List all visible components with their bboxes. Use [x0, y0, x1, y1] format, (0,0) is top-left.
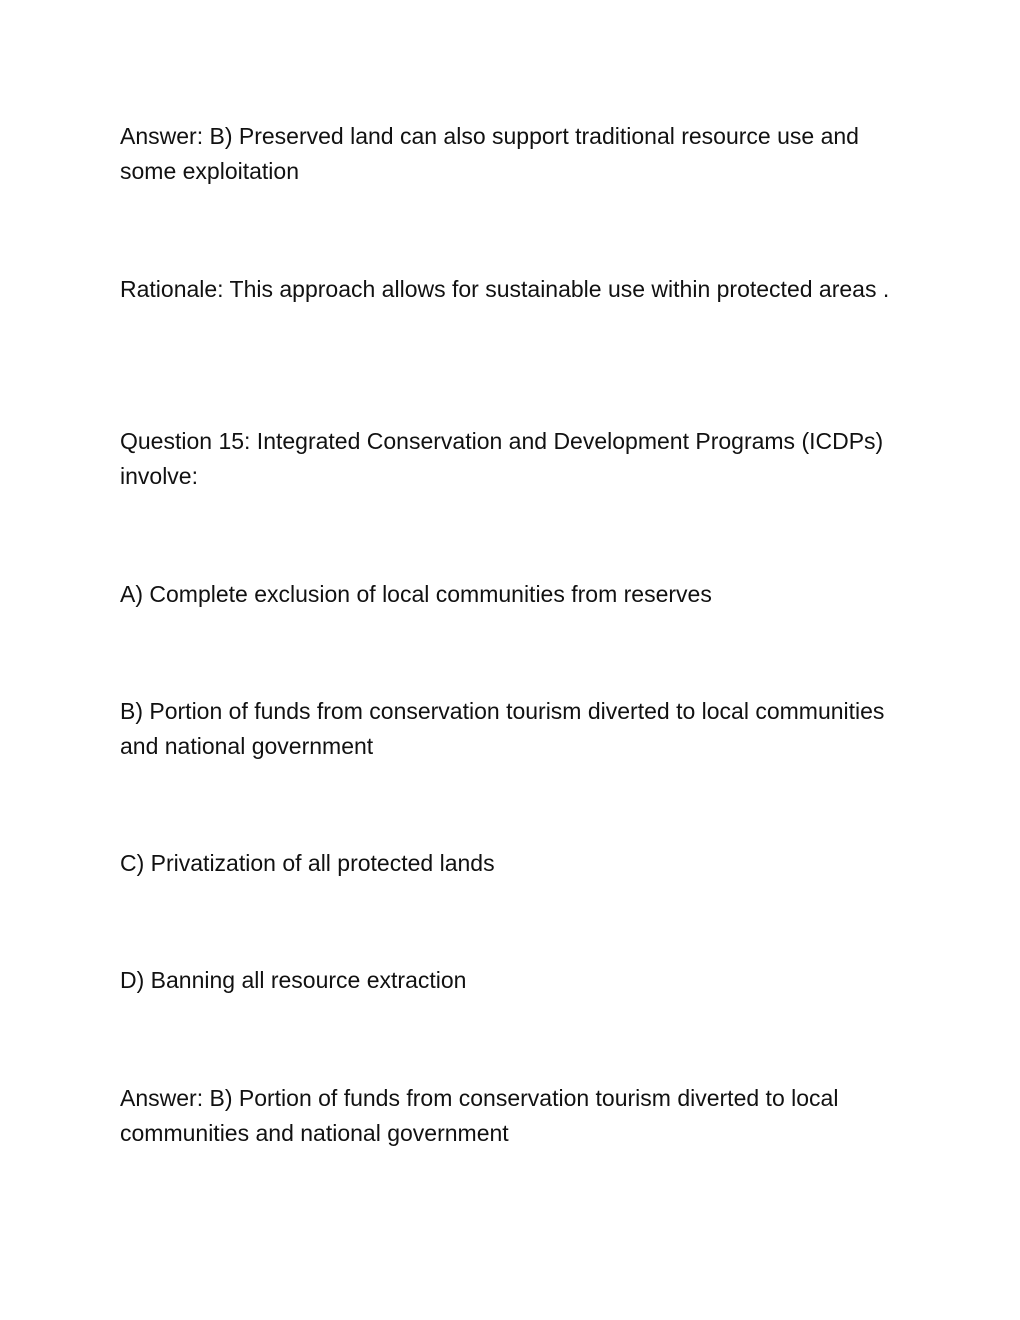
- previous-answer: Answer: B) Preserved land can also support traditional resource use and some exploitation: [120, 123, 859, 184]
- previous-rationale: Rationale: This approach allows for sustainable use within protected areas .: [120, 276, 890, 302]
- option-b: B) Portion of funds from conservation tourism diverted to local communities and national government: [120, 698, 885, 759]
- option-d: D) Banning all resource extraction: [120, 967, 467, 993]
- option-c: C) Privatization of all protected lands: [120, 850, 495, 876]
- option-a: A) Complete exclusion of local communities from reserves: [120, 581, 712, 607]
- question-15: Question 15: Integrated Conservation and Development Programs (ICDPs) involve:: [120, 428, 884, 489]
- question-15-answer: Answer: B) Portion of funds from conservation tourism diverted to local communities and national government: [120, 1085, 839, 1146]
